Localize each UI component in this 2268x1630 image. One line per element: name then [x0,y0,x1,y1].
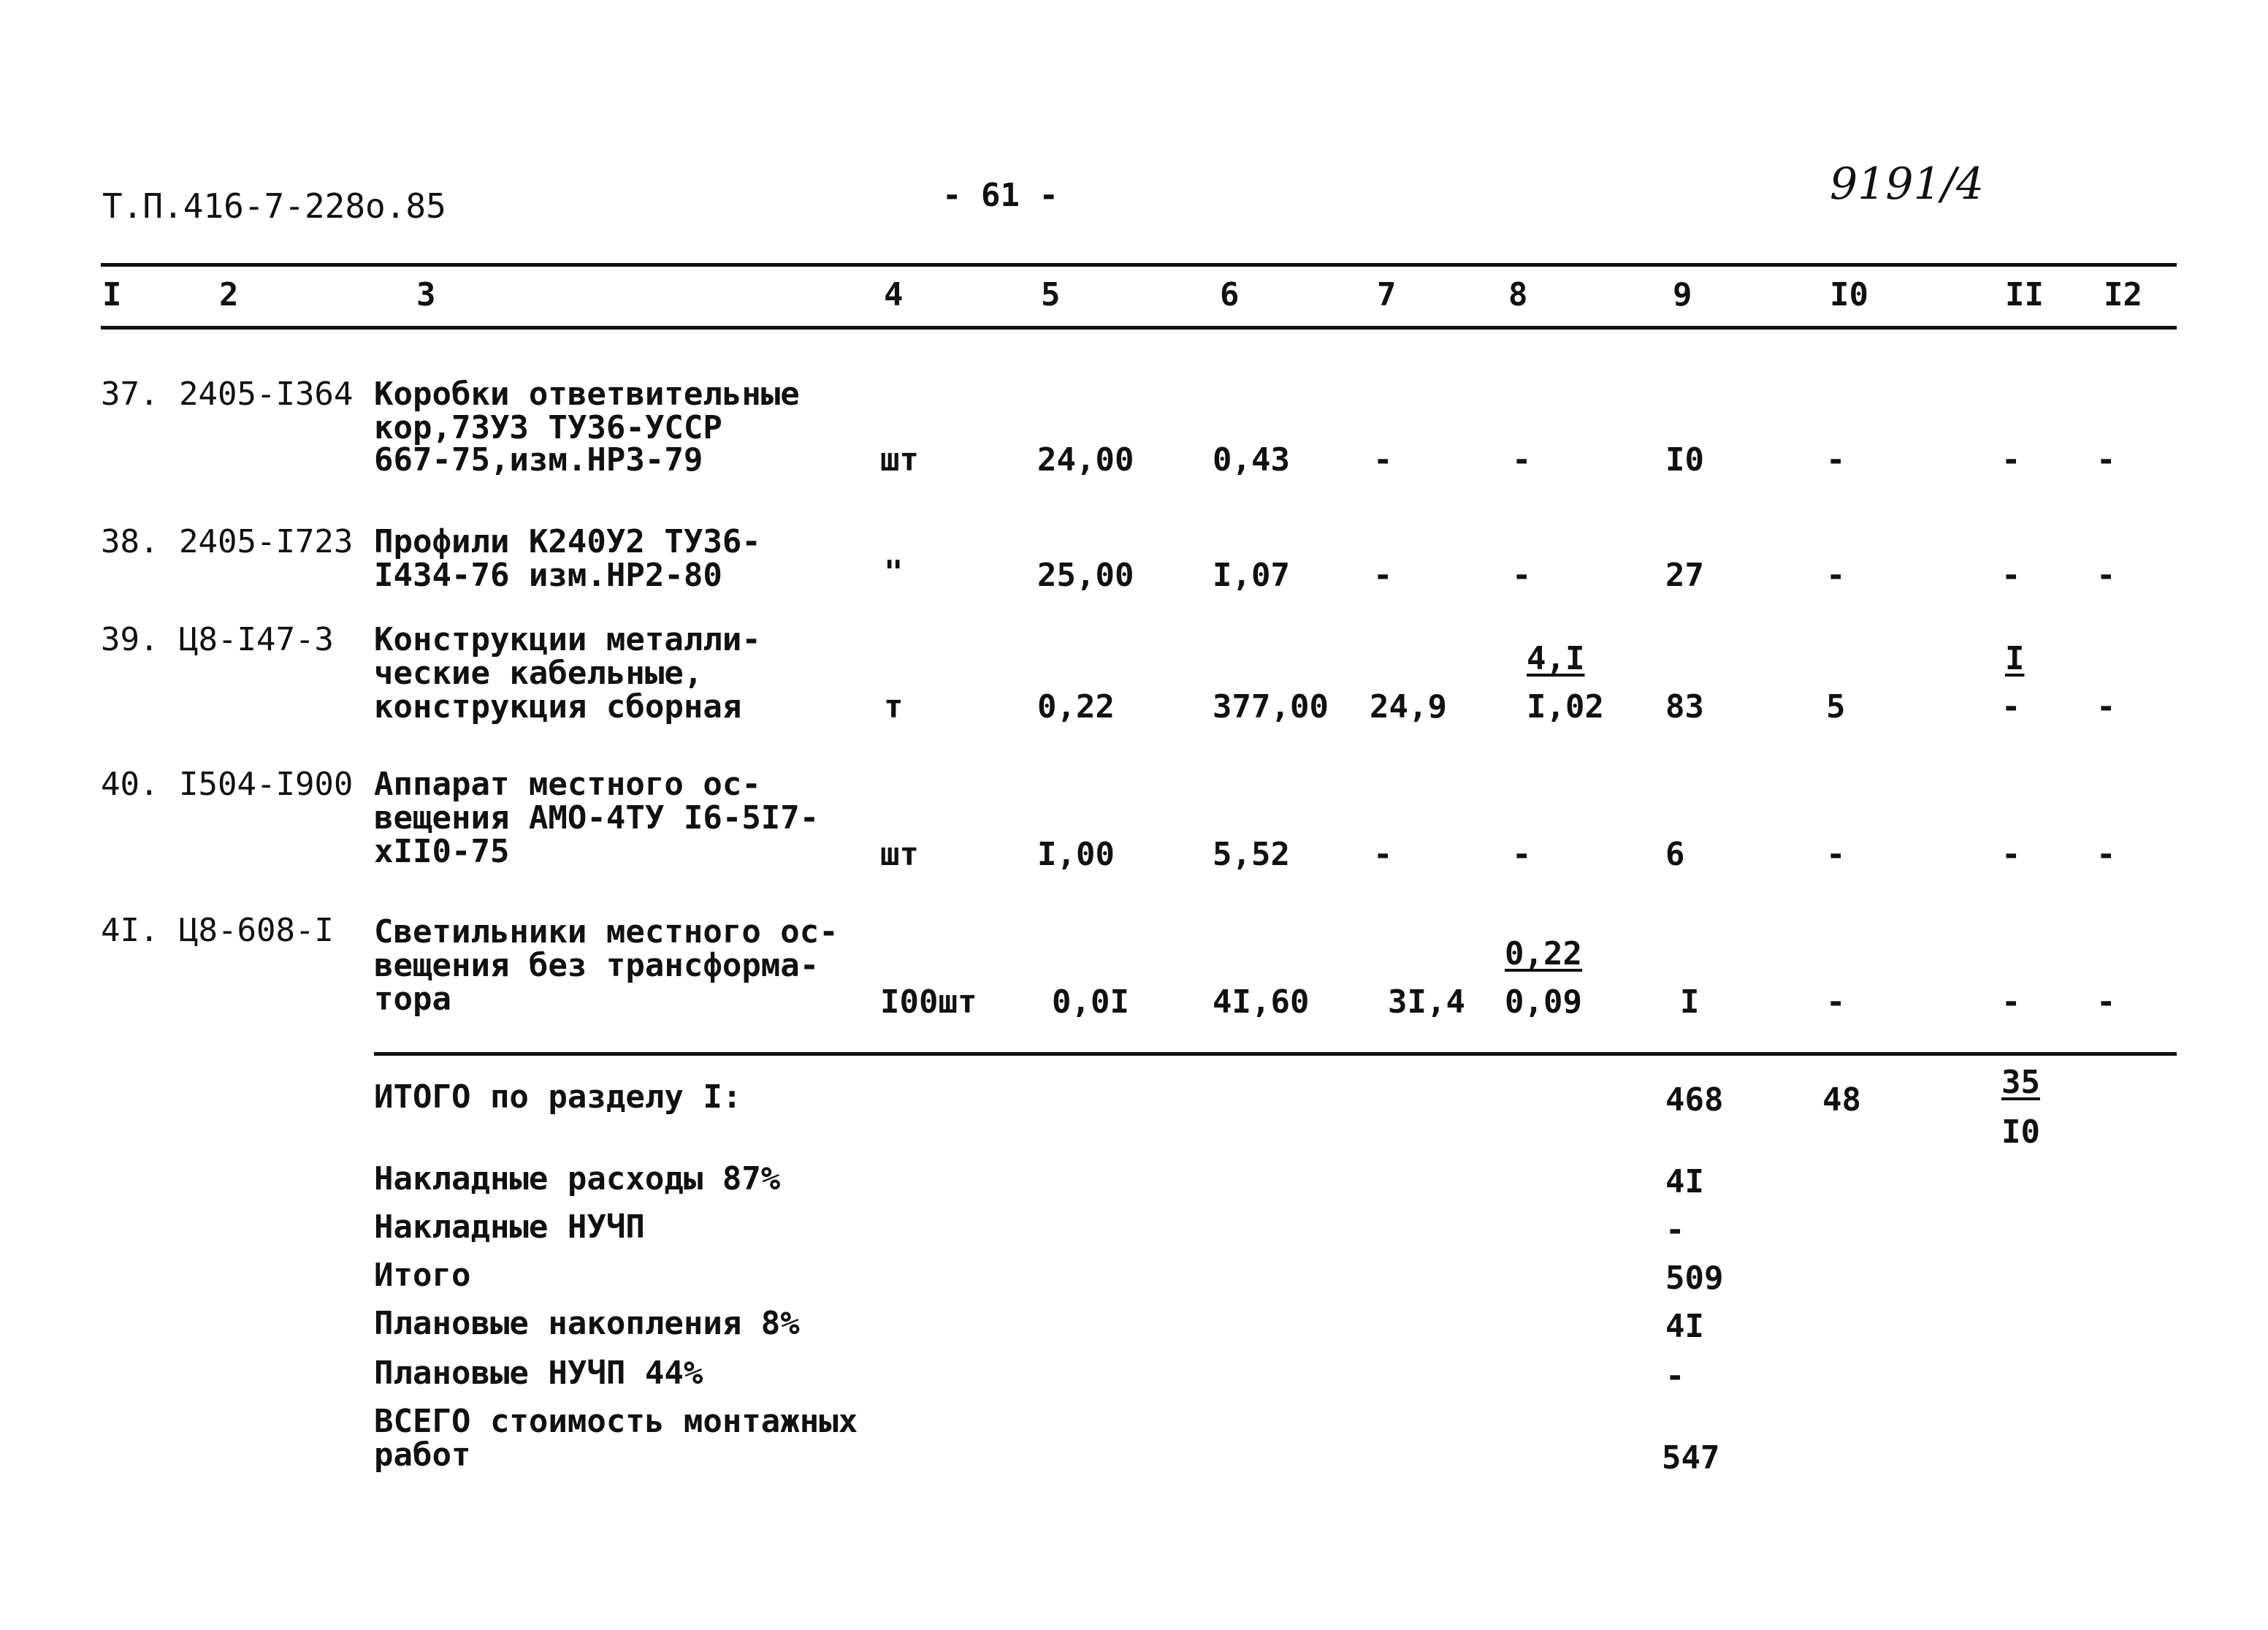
row-number: 39. [101,621,159,658]
unit: шт [880,441,919,479]
quantity: 25,00 [1037,557,1134,594]
unit-price: 4I,60 [1213,983,1310,1021]
col10-value: - [1826,836,1846,873]
col12-value: - [2096,441,2116,479]
col7-value: 24,9 [1370,688,1447,725]
summary-label: Плановые накопления 8% [374,1305,800,1342]
column-number: I2 [2104,276,2142,313]
page-number: - 61 - [942,177,1058,214]
col10-value: 5 [1826,688,1846,725]
col8-value: - [1512,836,1532,873]
col12-value: - [2096,836,2116,873]
price-code: Ц8-I47-3 [179,621,334,658]
summary-value: 4I [1665,1308,1704,1345]
unit-price: 377,00 [1213,688,1329,725]
item-name-line: вещения АМО-4ТУ I6-5I7- [374,799,820,837]
summary-label: Итого [374,1257,471,1294]
grand-total-label-line: ВСЕГО стоимость монтажных [374,1403,858,1440]
col8-value: 0,09 [1505,983,1582,1021]
item-name-line: 667-75,изм.НРЗ-79 [374,441,703,479]
summary-label: Накладные расходы 87% [374,1160,781,1197]
row-number: 4I. [101,912,159,949]
col9-value: 27 [1665,557,1704,594]
item-name-line: Конструкции металли- [374,621,761,658]
column-number: 8 [1508,276,1528,313]
item-name-line: Светильники местного ос- [374,913,839,951]
column-number: 4 [884,276,904,313]
col8-value: - [1512,557,1532,594]
col12-value: - [2096,983,2116,1021]
item-name-line: I434-76 изм.НР2-80 [374,557,722,594]
item-name-line: хII0-75 [374,833,510,870]
item-name-line: Профили К240У2 ТУ36- [374,523,761,560]
unit: " [884,554,904,591]
unit-price: 0,43 [1213,441,1290,479]
header-bottom-rule [101,326,2177,330]
quantity: 0,22 [1037,688,1115,725]
quantity: I,00 [1037,836,1115,873]
col11-numerator: I [2005,640,2025,677]
col7-value: - [1373,557,1393,594]
col9-value: I0 [1665,441,1704,479]
item-name-line: кор,73УЗ ТУ36-УССР [374,409,722,446]
unit: т [884,688,904,725]
price-code: I504-I900 [179,766,354,803]
section-total-label: ИТОГО по разделу I: [374,1078,742,1116]
section-total-col9: 468 [1665,1081,1724,1119]
summary-value: 4I [1665,1163,1704,1200]
unit: шт [880,836,919,873]
item-name-line: Коробки ответвительные [374,376,800,413]
col11-value: - [2001,557,2021,594]
item-name-line: Аппарат местного ос- [374,766,761,803]
col8-numerator: 0,22 [1505,935,1582,972]
summary-label: Накладные НУЧП [374,1208,645,1246]
item-name-line: ческие кабельные, [374,655,703,692]
col12-value: - [2096,557,2116,594]
column-number: I0 [1830,276,1868,313]
col8-numerator: 4,I [1527,640,1585,677]
col12-value: - [2096,688,2116,725]
unit: I00шт [880,983,977,1021]
column-number: 5 [1041,276,1061,313]
item-name-line: конструкция сборная [374,688,742,725]
summary-value: - [1665,1211,1685,1249]
column-number: 3 [416,276,436,313]
col9-value: 83 [1665,688,1704,725]
col10-value: - [1826,441,1846,479]
col7-value: 3I,4 [1388,983,1465,1021]
col9-value: I [1680,983,1700,1021]
row-number: 38. [101,523,159,560]
col11-value: - [2001,836,2021,873]
col10-value: - [1826,983,1846,1021]
column-number: 6 [1220,276,1240,313]
column-number: II [2005,276,2044,313]
item-name-line: тора [374,980,451,1018]
quantity: 24,00 [1037,441,1134,479]
unit-price: I,07 [1213,557,1290,594]
col11-value: - [2001,688,2021,725]
quantity: 0,0I [1052,983,1129,1021]
summary-value: 509 [1665,1260,1724,1297]
document-code: Т.П.416-7-228о.85 [102,186,446,226]
row-number: 40. [101,766,159,803]
col7-value: - [1373,836,1393,873]
unit-price: 5,52 [1213,836,1290,873]
item-name-line: вещения без трансформа- [374,947,820,984]
column-number: 2 [219,276,239,313]
price-code: Ц8-608-I [179,912,334,949]
col7-value: - [1373,441,1393,479]
col11-value: - [2001,441,2021,479]
col8-value: - [1512,441,1532,479]
column-number: I [102,276,122,313]
col10-value: - [1826,557,1846,594]
archive-stamp: 9191/4 [1830,159,1985,210]
totals-rule [374,1052,2177,1056]
column-number: 9 [1673,276,1692,313]
price-code: 2405-I723 [179,523,354,560]
section-total-col11-denominator: I0 [2001,1113,2040,1151]
summary-value: - [1665,1357,1685,1395]
grand-total-value: 547 [1662,1439,1720,1477]
column-number: 7 [1377,276,1397,313]
row-number: 37. [101,376,159,413]
price-code: 2405-I364 [179,376,354,413]
grand-total-label-line: работ [374,1436,471,1474]
col8-value: I,02 [1527,688,1604,725]
section-total-col11-numerator: 35 [2001,1064,2040,1101]
header-top-rule [101,263,2177,267]
col9-value: 6 [1665,836,1685,873]
col11-value: - [2001,983,2021,1021]
section-total-col10: 48 [1822,1081,1861,1119]
summary-label: Плановые НУЧП 44% [374,1355,703,1392]
